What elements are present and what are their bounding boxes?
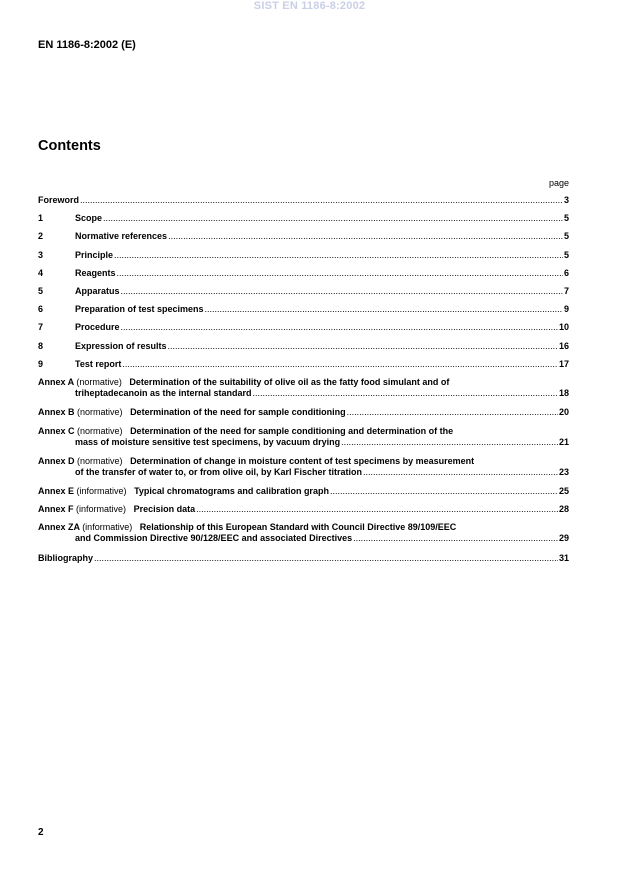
dot-leader bbox=[122, 359, 558, 370]
toc-entry-title: Determination of the suitability of olive oil as the fatty food simulant and of bbox=[129, 377, 450, 387]
toc-entry-title: Bibliography bbox=[38, 553, 94, 563]
annex-prefix bbox=[38, 504, 134, 515]
toc-entry-page: 20 bbox=[558, 407, 569, 417]
dot-leader bbox=[103, 213, 563, 224]
toc-entry-title: Principle bbox=[75, 250, 114, 260]
page-column-label: page bbox=[548, 178, 569, 188]
toc-entry-annex-f[interactable] bbox=[38, 504, 569, 515]
section-number: 1 bbox=[38, 213, 44, 223]
section-number: 2 bbox=[38, 231, 44, 241]
annex-label: Annex E bbox=[38, 486, 75, 496]
toc-entry-title-continued: mass of moisture sensitive test specimens, by vacuum drying bbox=[75, 437, 341, 447]
toc-entry-title: Precision data bbox=[133, 504, 196, 514]
toc-entry-section[interactable] bbox=[38, 268, 569, 279]
toc-entry-page: 21 bbox=[558, 437, 569, 447]
toc-entry-page: 23 bbox=[558, 467, 569, 477]
dot-leader bbox=[121, 286, 563, 297]
toc-entry-page: 25 bbox=[558, 486, 569, 496]
annex-label: Annex B bbox=[38, 407, 75, 417]
annex-kind: (normative) bbox=[77, 426, 123, 436]
toc-entry-bibliography[interactable] bbox=[38, 553, 569, 564]
annex-kind: (normative) bbox=[77, 407, 123, 417]
toc-entry-annex-e[interactable] bbox=[38, 486, 569, 497]
toc-entry-section[interactable] bbox=[38, 304, 569, 315]
toc-entry-title-continued: of the transfer of water to, or from olive oil, by Karl Fischer titration bbox=[75, 467, 363, 477]
toc-entry-page: 18 bbox=[558, 388, 569, 398]
dot-leader bbox=[80, 195, 563, 206]
dot-leader bbox=[121, 322, 558, 333]
toc-entry-title: Apparatus bbox=[75, 286, 120, 296]
toc-entry-page: 5 bbox=[563, 250, 569, 260]
toc-entry-section[interactable] bbox=[38, 250, 569, 261]
dot-leader bbox=[114, 250, 563, 261]
toc-entry-page: 28 bbox=[558, 504, 569, 514]
dot-leader bbox=[253, 388, 558, 399]
section-number: 5 bbox=[38, 286, 44, 296]
toc-entry-title: Normative references bbox=[75, 231, 168, 241]
toc-entry-title: Foreword bbox=[38, 195, 80, 205]
dot-leader bbox=[341, 437, 558, 448]
toc-entry-section[interactable] bbox=[38, 286, 569, 297]
toc-entry-page: 6 bbox=[563, 268, 569, 278]
toc-entry-title-continued: triheptadecanoin as the internal standard bbox=[75, 388, 252, 398]
dot-leader bbox=[168, 341, 558, 352]
toc-entry-page: 31 bbox=[558, 553, 569, 563]
annex-label: Annex ZA bbox=[38, 522, 80, 532]
toc-entry-section[interactable] bbox=[38, 231, 569, 242]
annex-label: Annex A bbox=[38, 377, 74, 387]
toc-entry-page: 29 bbox=[558, 533, 569, 543]
section-number: 6 bbox=[38, 304, 44, 314]
toc-entry-page: 10 bbox=[558, 322, 569, 332]
dot-leader bbox=[117, 268, 563, 279]
toc-entry-annex-d[interactable] bbox=[38, 456, 569, 478]
annex-prefix bbox=[38, 486, 134, 497]
dot-leader bbox=[347, 407, 558, 418]
page-number: 2 bbox=[38, 827, 44, 838]
document-id: EN 1186-8:2002 (E) bbox=[38, 39, 136, 51]
dot-leader bbox=[94, 553, 558, 564]
toc-entry-section[interactable] bbox=[38, 322, 569, 333]
toc-entry-title: Determination of the need for sample conditioning bbox=[130, 407, 346, 417]
toc-entry-title: Test report bbox=[75, 359, 122, 369]
annex-label: Annex C bbox=[38, 426, 75, 436]
toc-entry-page: 17 bbox=[558, 359, 569, 369]
toc-entry-annex-b[interactable] bbox=[38, 407, 569, 418]
annex-kind: (informative) bbox=[76, 486, 127, 496]
annex-label: Annex D bbox=[38, 456, 75, 466]
toc-entry-title: Preparation of test specimens bbox=[75, 304, 204, 314]
section-number: 8 bbox=[38, 341, 44, 351]
toc-entry-title: Reagents bbox=[75, 268, 116, 278]
annex-kind: (normative) bbox=[76, 377, 122, 387]
dot-leader bbox=[205, 304, 563, 315]
annex-prefix bbox=[38, 377, 129, 388]
toc-entry-page: 3 bbox=[563, 195, 569, 205]
annex-label: Annex F bbox=[38, 504, 74, 514]
section-number: 7 bbox=[38, 322, 44, 332]
dot-leader bbox=[330, 486, 558, 497]
toc-entry-page: 5 bbox=[563, 213, 569, 223]
toc-entry-title: Scope bbox=[75, 213, 103, 223]
section-number: 3 bbox=[38, 250, 44, 260]
toc-entry-title: Relationship of this European Standard with Council Directive 89/109/EEC bbox=[139, 522, 457, 532]
toc-entry-title: Expression of results bbox=[75, 341, 167, 351]
annex-kind: (informative) bbox=[82, 522, 133, 532]
annex-prefix bbox=[38, 426, 130, 437]
toc-entry-section[interactable] bbox=[38, 213, 569, 224]
toc-entry-section[interactable] bbox=[38, 359, 569, 370]
annex-kind: (informative) bbox=[76, 504, 127, 514]
toc-entry-foreword[interactable] bbox=[38, 195, 569, 206]
toc-entry-page: 9 bbox=[563, 304, 569, 314]
dot-leader bbox=[353, 533, 558, 544]
toc-entry-page: 5 bbox=[563, 231, 569, 241]
toc-entry-title: Typical chromatograms and calibration graph bbox=[134, 486, 329, 496]
toc-entry-annex-c[interactable] bbox=[38, 426, 569, 448]
dot-leader bbox=[363, 467, 558, 478]
annex-prefix bbox=[38, 456, 130, 467]
toc-entry-page: 7 bbox=[563, 286, 569, 296]
contents-heading: Contents bbox=[38, 138, 101, 154]
annex-prefix bbox=[38, 522, 140, 533]
toc-entry-annex-za[interactable] bbox=[38, 522, 569, 544]
toc-entry-title: Procedure bbox=[75, 322, 120, 332]
dot-leader bbox=[168, 231, 563, 242]
toc-entry-page: 16 bbox=[558, 341, 569, 351]
annex-prefix bbox=[38, 407, 130, 418]
toc-entry-title-continued: and Commission Directive 90/128/EEC and associated Directives bbox=[75, 533, 353, 543]
section-number: 9 bbox=[38, 359, 44, 369]
annex-kind: (normative) bbox=[77, 456, 123, 466]
toc-entry-title: Determination of change in moisture content of test specimens by measurement bbox=[130, 456, 475, 466]
watermark: SIST EN 1186-8:2002 bbox=[253, 0, 366, 12]
section-number: 4 bbox=[38, 268, 44, 278]
toc-entry-title: Determination of the need for sample conditioning and determination of the bbox=[130, 426, 454, 436]
dot-leader bbox=[196, 504, 558, 515]
toc-entry-section[interactable] bbox=[38, 341, 569, 352]
toc-entry-annex-a[interactable] bbox=[38, 377, 569, 399]
